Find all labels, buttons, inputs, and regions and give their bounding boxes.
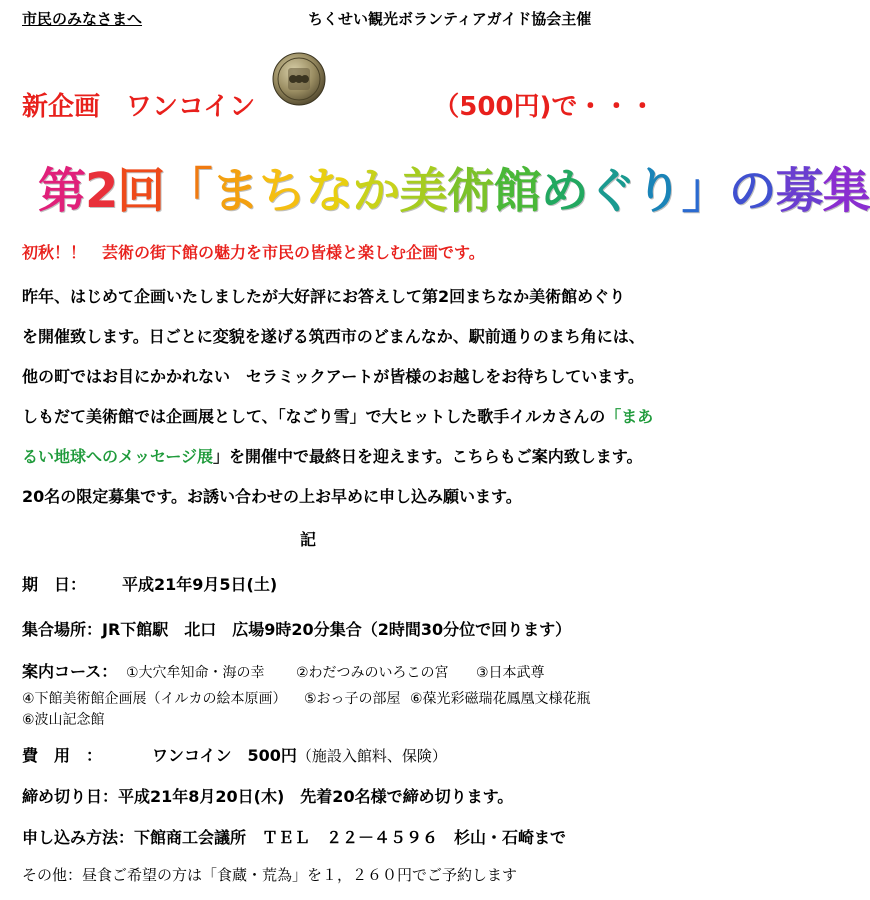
course-item-1: ①大穴牟知命・海の幸 (126, 665, 265, 681)
body-line-2: を開催致します。日ごとに変貌を遂げる筑西市のどまんなか、駅前通りのまち角には、 (22, 327, 645, 346)
date-value: 平成21年9月5日(土) (122, 575, 278, 594)
recipient-line: 市民のみなさまへ (22, 10, 143, 28)
course-item-7: ⑥波山記念館 (22, 712, 105, 728)
deadline-row (22, 784, 513, 807)
place-row (22, 617, 571, 640)
apply-label: 申し込み方法： (22, 828, 135, 847)
fee-row (22, 743, 447, 766)
title-char: ち (258, 163, 306, 219)
date-row (22, 572, 277, 595)
headline-price: （500円)で・・・ (433, 92, 656, 122)
500-yen-coin-icon (272, 52, 326, 106)
title-char: 第 (38, 163, 86, 219)
title-char: ぐ (587, 163, 635, 219)
course-row-3 (22, 709, 105, 729)
exhibition-title-start: 「まあ (605, 407, 654, 426)
body-line-4 (22, 404, 654, 427)
title-char: 術 (446, 163, 494, 219)
place-label: 集合場所： (22, 620, 103, 639)
body-line-6: 20名の限定募集です。お誘い合わせの上お早めに申し込み願います。 (22, 487, 522, 506)
title-char: 集 (822, 163, 870, 219)
title-char: の (728, 163, 776, 219)
date-label: 期 日： (22, 575, 87, 594)
course-item-6: ⑥葆光彩磁瑞花鳳凰文様花瓶 (410, 691, 591, 707)
body-line-1: 昨年、はじめて企画いたしましたが大好評にお答えして第2回まちなか美術館めぐり (22, 287, 626, 306)
exhibition-title-end: るい地球へのメッセージ展 (22, 447, 214, 466)
place-value: JR下館駅 北口 広場9時20分集合（2時間30分位で回ります） (102, 620, 572, 639)
title-char: 」 (681, 163, 729, 219)
deadline-label: 締め切り日： (22, 787, 119, 806)
deadline-value: 平成21年8月20日(木) 先着20名様で締め切ります。 (118, 787, 514, 806)
course-item-4: ④下館美術館企画展（イルカの絵本原画） (22, 691, 287, 707)
title-char: 館 (493, 163, 541, 219)
title-char: 2 (85, 163, 118, 219)
intro-line: 初秋！！ 芸術の街下館の魅力を市民の皆様と楽しむ企画です。 (22, 243, 485, 262)
title-char: 美 (399, 163, 447, 219)
course-label: 案内コース： (22, 662, 118, 681)
course-item-3: ③日本武尊 (476, 665, 545, 681)
body-line-5-text: 」を開催中で最終日を迎えます。こちらもご案内致します。 (213, 447, 643, 466)
other-row: その他：昼食ご希望の方は「食蔵・荒為」を１，２６０円でご予約します (22, 866, 518, 884)
course-row (22, 659, 545, 682)
title-char: か (352, 163, 400, 219)
fee-value: ワンコイン 500円 (152, 746, 297, 765)
course-item-2: ②わだつみのいろこの宮 (296, 665, 449, 681)
main-title (38, 152, 870, 221)
title-char: 「 (164, 163, 212, 219)
apply-row (22, 825, 566, 848)
organizer-line: ちくせい観光ボランティアガイド協会主催 (308, 10, 592, 28)
title-char: ま (211, 163, 259, 219)
headline (22, 86, 655, 123)
title-char: な (305, 163, 353, 219)
ki-heading: 記 (300, 530, 317, 549)
title-char: 募 (775, 163, 823, 219)
title-char: 回 (117, 163, 165, 219)
title-char: め (540, 163, 588, 219)
course-item-5: ⑤おっ子の部屋 (304, 691, 401, 707)
body-line-4-text: しもだて美術館では企画展として、「なごり雪」で大ヒットした歌手イルカさんの (22, 407, 606, 426)
title-char: り (634, 163, 682, 219)
body-line-5 (22, 444, 643, 467)
fee-note: （施設入館料、保険） (296, 747, 447, 765)
fee-label: 費 用 ： (22, 746, 103, 765)
headline-new-plan: 新企画 ワンコイン (22, 92, 256, 122)
course-row-2 (22, 688, 591, 708)
apply-value: 下館商工会議所 ＴＥＬ ２２－４５９６ 杉山・石崎まで (134, 828, 567, 847)
body-line-3: 他の町ではお目にかかれない セラミックアートが皆様のお越しをお待ちしています。 (22, 367, 644, 386)
